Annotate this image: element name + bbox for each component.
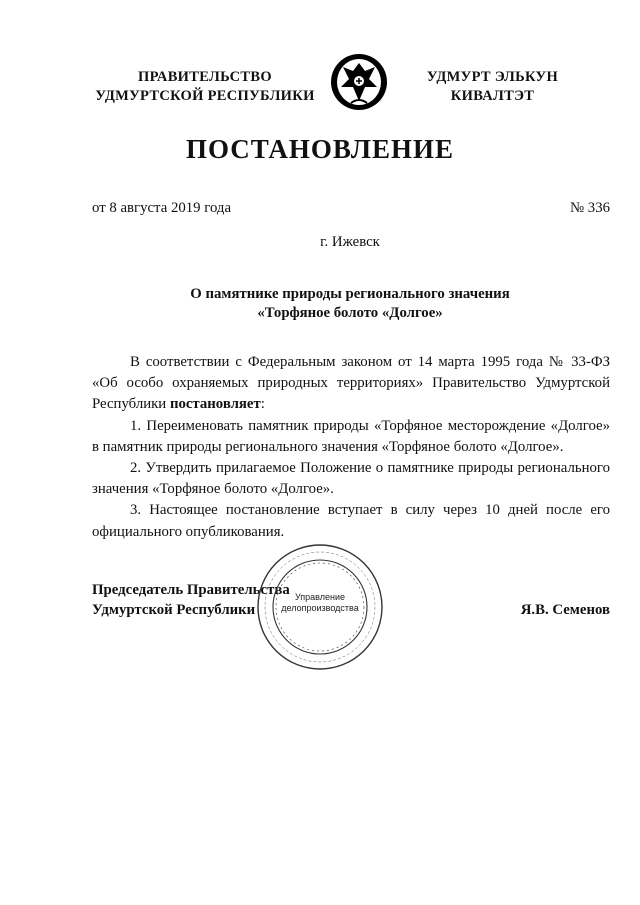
document-body <box>92 352 610 543</box>
preamble-colon: : <box>260 396 265 413</box>
body-item-3: 3. Настоящее постановление вступает в силу через 10 дней после его официального опубликования. <box>92 502 610 540</box>
stamp-inner-line1: Управление <box>294 592 346 602</box>
preamble-decision-word: постановляет <box>169 396 261 413</box>
government-name-ru <box>80 68 330 106</box>
government-name-udm-line2: КИВАЛТЭТ <box>450 88 535 104</box>
body-item-2: 2. Утвердить прилагаемое Положение о памятнике природы регионального значения «Торфяное болото «Долгое». <box>92 460 610 498</box>
stamp-inner-line2: делопроизводства <box>281 603 359 613</box>
signatory-name: Я.В. Семенов <box>520 602 610 618</box>
subject-line1: О памятнике природы регионального значения <box>190 286 510 302</box>
document-city: г. Ижевск <box>320 234 380 250</box>
document-subject <box>90 285 610 323</box>
preamble-text: В соответствии с Федеральным законом от 14 марта 1995 года № 33-ФЗ «Об особо охраняемых природных территориях» Правительство Удмуртской Республики <box>92 354 610 413</box>
document-number: № 336 <box>569 200 610 216</box>
signatory-position-line2: Удмуртской Республики <box>92 602 256 618</box>
signatory-position-line1: Председатель Правительства <box>92 582 290 598</box>
subject-line2: «Торфяное болото «Долгое» <box>257 305 443 321</box>
body-item-1: 1. Переименовать памятник природы «Торфяное месторождение «Долгое» в памятник природы регионального значения «Торфяное болото «Долгое». <box>92 417 610 455</box>
office-stamp <box>255 542 385 672</box>
government-name-udm-line1: УДМУРТ ЭЛЬКУН <box>426 69 559 85</box>
stamp-inner-text <box>275 592 365 614</box>
udmurt-coat-of-arms-icon <box>329 51 389 111</box>
document-date: от 8 августа 2019 года <box>92 200 232 216</box>
preamble-paragraph <box>92 352 610 416</box>
government-name-udm <box>405 68 580 106</box>
government-name-line1: ПРАВИТЕЛЬСТВО <box>138 69 272 85</box>
government-name-line2: УДМУРТСКОЙ РЕСПУБЛИКИ <box>95 88 315 104</box>
document-type-title: ПОСТАНОВЛЕНИЕ <box>185 134 455 164</box>
